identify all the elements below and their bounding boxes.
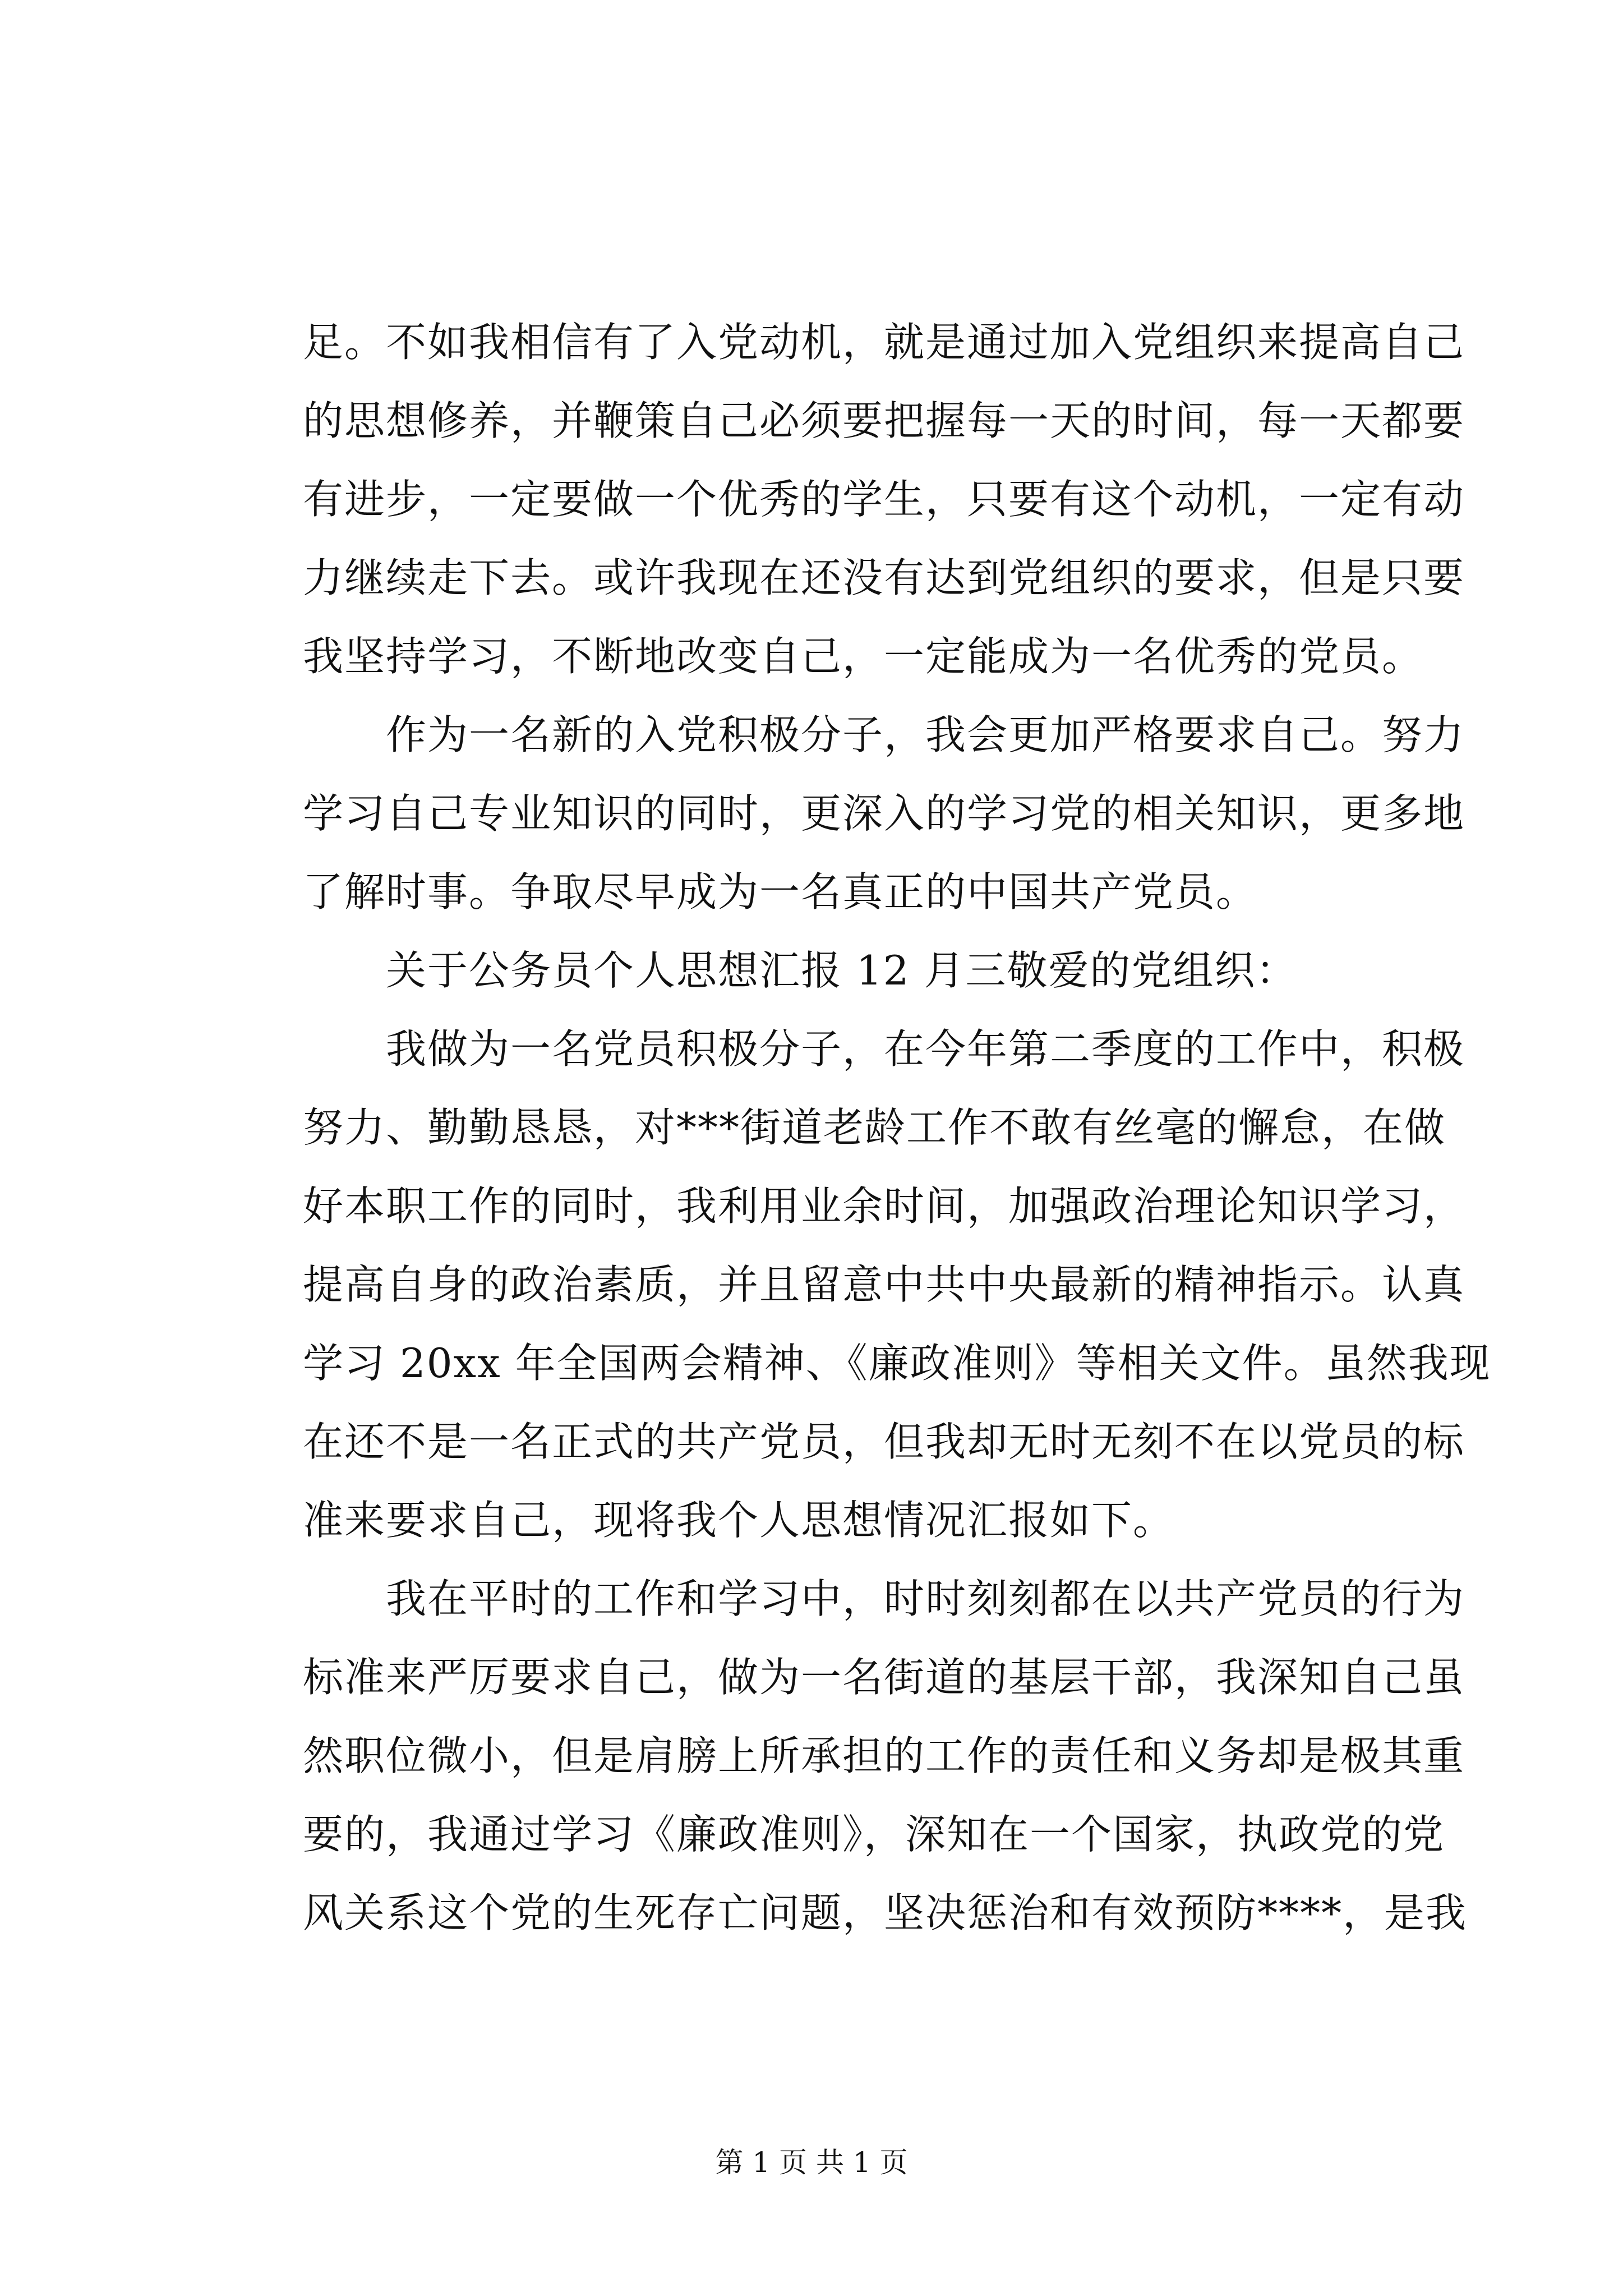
page-footer: 第 1 页 共 1 页: [715, 2146, 908, 2179]
text-line: 风关系这个党的生死存亡问题，坚决惩治和有效预防****，是我: [303, 1889, 1468, 1936]
text-line: 好本职工作的同时，我利用业余时间，加强政治理论知识学习，: [303, 1182, 1465, 1230]
text-line: 标准来严厉要求自己，做为一名街道的基层干部，我深知自己虽: [303, 1654, 1465, 1701]
text-line: 的思想修养，并鞭策自己必须要把握每一天的时间，每一天都要: [303, 397, 1465, 444]
text-line: 然职位微小，但是肩膀上所承担的工作的责任和义务却是极其重: [303, 1732, 1465, 1779]
text-line: 努力、勤勤恳恳，对***街道老龄工作不敢有丝毫的懈怠，在做: [303, 1104, 1446, 1151]
text-line: 了解时事。争取尽早成为一名真正的中国共产党员。: [303, 868, 1258, 915]
text-line: 提高自身的政治素质，并且留意中共中央最新的精神指示。认真: [303, 1261, 1465, 1308]
section-heading-line: 关于公务员个人思想汇报 12 月三敬爱的党组织：: [386, 947, 1298, 994]
text-line: 有进步，一定要做一个优秀的学生，只要有这个动机，一定有动: [303, 476, 1465, 523]
paragraph-first-line: 我做为一名党员积极分子，在今年第二季度的工作中，积极: [386, 1025, 1465, 1073]
text-line: 足。不如我相信有了入党动机，就是通过加入党组织来提高自己: [303, 319, 1465, 366]
text-line: 准来要求自己，现将我个人思想情况汇报如下。: [303, 1497, 1175, 1544]
paragraph-first-line: 我在平时的工作和学习中，时时刻刻都在以共产党员的行为: [386, 1575, 1465, 1622]
text-line: 学习自己专业知识的同时，更深入的学习党的相关知识，更多地: [303, 790, 1465, 837]
text-line: 学习 20xx 年全国两会精神、《廉政准则》等相关文件。虽然我现: [303, 1340, 1491, 1387]
paragraph-first-line: 作为一名新的入党积极分子，我会更加严格要求自己。努力: [386, 711, 1465, 758]
text-line: 我坚持学习，不断地改变自己，一定能成为一名优秀的党员。: [303, 633, 1424, 680]
text-line: 要的，我通过学习《廉政准则》，深知在一个国家，执政党的党: [303, 1811, 1445, 1858]
text-line: 在还不是一名正式的共产党员，但我却无时无刻不在以党员的标: [303, 1418, 1465, 1465]
text-line: 力继续走下去。或许我现在还没有达到党组织的要求，但是只要: [303, 554, 1465, 601]
